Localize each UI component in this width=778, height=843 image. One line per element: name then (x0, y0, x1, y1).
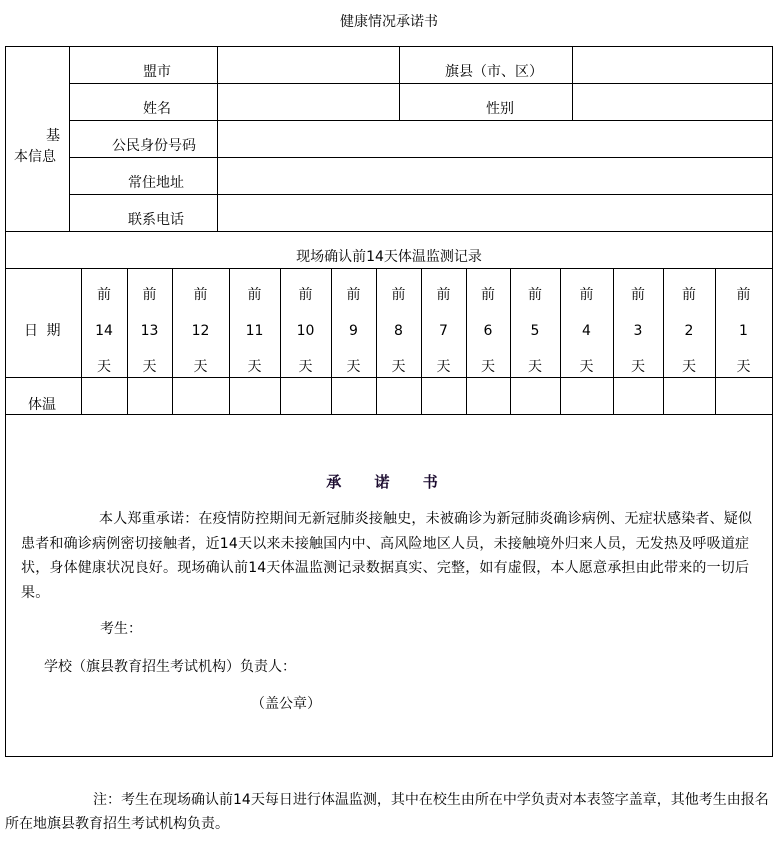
day-suffix: 天 (391, 359, 406, 375)
day-suffix: 天 (579, 359, 594, 375)
table-border-bottom (5, 756, 773, 757)
temperature-row-label: 体温 (28, 397, 56, 413)
day-prefix: 前 (682, 287, 696, 303)
footnote: 注：考生在现场确认前14天每日进行体温监测，其中在校生由所在中学负责对本表签字盖章，其他考生由报名所在地旗县教育招生考试机构负责。 (5, 792, 769, 832)
row-divider (69, 120, 773, 121)
day-prefix: 前 (631, 287, 645, 303)
day-number: 10 (296, 323, 315, 339)
row-divider (5, 268, 773, 269)
day-number: 9 (349, 323, 358, 339)
day-suffix: 天 (97, 359, 111, 375)
temperature-record-title: 现场确认前14天体温监测记录 (296, 249, 482, 265)
day-prefix: 前 (142, 287, 157, 303)
day-prefix: 前 (193, 287, 208, 303)
day-prefix: 前 (391, 287, 406, 303)
col-divider (572, 46, 573, 120)
candidate-signature-label: 考生： (100, 621, 142, 637)
league-city-label: 盟市 (143, 64, 171, 80)
col-divider (399, 46, 400, 120)
day-suffix: 天 (142, 359, 157, 375)
date-row-label: 日 期 (24, 323, 63, 339)
day-suffix: 天 (346, 359, 361, 375)
table-border-right (772, 46, 773, 757)
day-number: 8 (394, 323, 403, 339)
name-label: 姓名 (143, 101, 171, 117)
row-divider (5, 377, 773, 378)
day-prefix: 前 (481, 287, 495, 303)
table-border-left (5, 46, 6, 757)
commitment-body: 本人郑重承诺：在疫情防控期间无新冠肺炎接触史，未被确诊为新冠肺炎确诊病例、无症状感染者、疑似患者和确诊病例密切接触者，近14天以来未接触国内中、高风险地区人员，未接触境外归来人员，无发热及呼吸道症状，身体健康状况良好。现场确认前14天体温监测记录数据真实、完整，如有虚假，本人愿意承担由此带来的一切后果。 (21, 511, 753, 601)
table-border-top (5, 46, 773, 47)
banner-county-label: 旗县（市、区） (445, 64, 543, 80)
day-number: 7 (439, 323, 448, 339)
day-number: 2 (684, 323, 694, 339)
day-suffix: 天 (528, 359, 542, 375)
row-divider (69, 83, 773, 84)
gender-label: 性别 (486, 101, 514, 117)
day-prefix: 前 (346, 287, 361, 303)
day-prefix: 前 (579, 287, 594, 303)
row-divider (69, 157, 773, 158)
day-number: 6 (483, 323, 493, 339)
phone-label: 联系电话 (128, 212, 184, 228)
day-number: 11 (245, 323, 264, 339)
day-suffix: 天 (481, 359, 495, 375)
day-prefix: 前 (298, 287, 313, 303)
col-divider (69, 46, 70, 231)
day-prefix: 前 (528, 287, 542, 303)
basic-info-label-line1: 基 (46, 128, 60, 144)
document-title: 健康情况承诺书 (340, 14, 438, 30)
day-number: 4 (582, 323, 591, 339)
day-suffix: 天 (436, 359, 451, 375)
day-number: 13 (140, 323, 159, 339)
row-divider (69, 194, 773, 195)
day-number: 1 (739, 323, 748, 339)
seal-label: （盖公章） (251, 696, 321, 712)
day-number: 14 (95, 323, 113, 339)
day-suffix: 天 (736, 359, 751, 375)
day-number: 12 (191, 323, 210, 339)
day-suffix: 天 (631, 359, 645, 375)
col-divider (217, 46, 218, 231)
day-prefix: 前 (736, 287, 751, 303)
day-suffix: 天 (298, 359, 313, 375)
basic-info-label-line2: 本信息 (14, 149, 56, 165)
id-number-label: 公民身份号码 (112, 138, 196, 154)
day-number: 5 (530, 323, 540, 339)
day-prefix: 前 (97, 287, 111, 303)
day-suffix: 天 (193, 359, 208, 375)
day-prefix: 前 (247, 287, 262, 303)
school-signature-label: 学校（旗县教育招生考试机构）负责人： (44, 659, 296, 675)
commitment-title: 承 诺 书 (326, 473, 452, 491)
row-divider (5, 414, 773, 415)
address-label: 常住地址 (128, 175, 184, 191)
row-divider (5, 231, 773, 232)
day-suffix: 天 (682, 359, 696, 375)
day-suffix: 天 (247, 359, 262, 375)
day-prefix: 前 (436, 287, 451, 303)
day-number: 3 (633, 323, 643, 339)
